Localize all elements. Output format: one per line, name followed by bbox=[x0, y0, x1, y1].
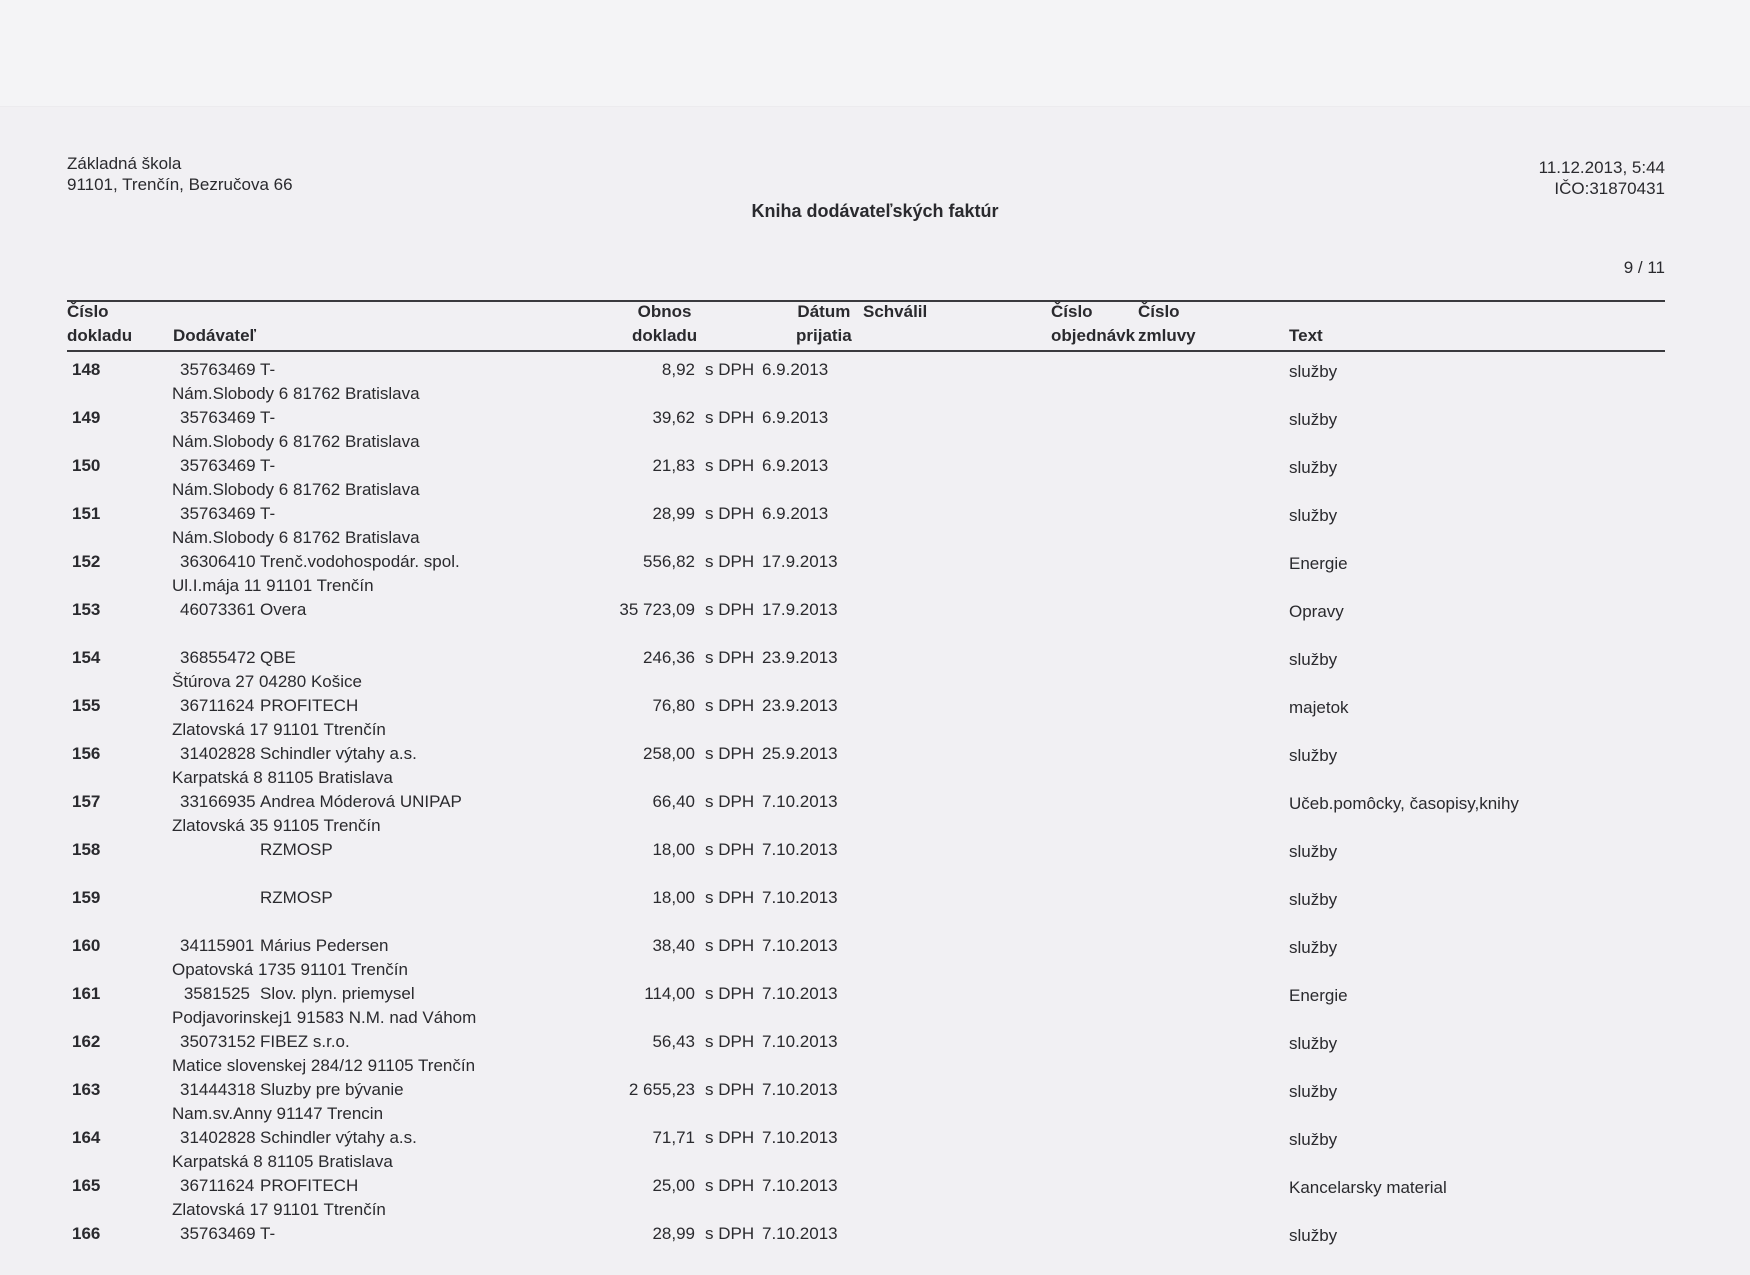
supplier-ico: 35763469 bbox=[180, 360, 256, 379]
invoice-amount: 56,43 bbox=[652, 1032, 695, 1051]
invoice-amount: 246,36 bbox=[643, 648, 695, 667]
table-row bbox=[0, 504, 1750, 552]
document-title: Kniha dodávateľských faktúr bbox=[751, 201, 999, 221]
supplier-ico: 36711624 bbox=[180, 696, 255, 715]
invoice-text: služby bbox=[1289, 890, 1338, 909]
invoice-amount: 18,00 bbox=[652, 888, 695, 907]
invoice-amount: 25,00 bbox=[652, 1176, 695, 1195]
invoice-text: majetok bbox=[1289, 698, 1349, 717]
print-datetime: 11.12.2013, 5:44 bbox=[1538, 158, 1665, 177]
received-date: 7.10.2013 bbox=[762, 792, 838, 811]
row-number: 161 bbox=[72, 984, 101, 1003]
table-row bbox=[0, 744, 1750, 792]
row-number: 162 bbox=[72, 1032, 101, 1051]
invoice-text: služby bbox=[1289, 746, 1338, 765]
invoice-amount: 28,99 bbox=[652, 1224, 695, 1243]
invoice-text: služby bbox=[1289, 1082, 1338, 1101]
invoice-text: služby bbox=[1289, 650, 1338, 669]
row-number: 155 bbox=[72, 696, 101, 715]
table-row bbox=[0, 1176, 1750, 1224]
supplier-address: Matice slovenskej 284/12 91105 Trenčín bbox=[172, 1056, 476, 1075]
row-number: 152 bbox=[72, 552, 101, 571]
organization-address: 91101, Trenčín, Bezručova 66 bbox=[67, 175, 293, 194]
supplier-name: QBE bbox=[260, 648, 296, 667]
vat-flag: s DPH bbox=[705, 552, 755, 571]
received-date: 6.9.2013 bbox=[762, 408, 829, 427]
invoice-amount: 71,71 bbox=[652, 1128, 695, 1147]
vat-flag: s DPH bbox=[705, 360, 755, 379]
supplier-name: Márius Pedersen bbox=[260, 936, 389, 955]
supplier-ico: 33166935 bbox=[180, 792, 256, 811]
invoice-text: služby bbox=[1289, 506, 1338, 525]
supplier-ico: 36306410 bbox=[180, 552, 256, 571]
supplier-address: Karpatská 8 81105 Bratislava bbox=[172, 768, 393, 787]
row-number: 150 bbox=[72, 456, 101, 475]
supplier-address: Zlatovská 35 91105 Trenčín bbox=[172, 816, 381, 835]
supplier-name: T- bbox=[260, 504, 276, 523]
invoice-amount: 18,00 bbox=[652, 840, 695, 859]
vat-flag: s DPH bbox=[705, 456, 755, 475]
row-number: 159 bbox=[72, 888, 101, 907]
invoice-amount: 8,92 bbox=[661, 360, 695, 379]
table-row bbox=[0, 888, 1750, 936]
supplier-name: FIBEZ s.r.o. bbox=[260, 1032, 350, 1051]
invoice-amount: 556,82 bbox=[643, 552, 695, 571]
invoice-amount: 76,80 bbox=[652, 696, 695, 715]
supplier-name: Overa bbox=[260, 600, 307, 619]
row-number: 158 bbox=[72, 840, 101, 859]
supplier-ico: 31402828 bbox=[180, 744, 256, 763]
column-header-text: Text bbox=[1289, 326, 1323, 345]
invoice-text: služby bbox=[1289, 362, 1338, 381]
vat-flag: s DPH bbox=[705, 840, 755, 859]
organization-name: Základná škola bbox=[67, 154, 182, 173]
supplier-name: Trenč.vodohospodár. spol. bbox=[260, 552, 460, 571]
table-row bbox=[0, 840, 1750, 888]
table-row bbox=[0, 1128, 1750, 1176]
received-date: 23.9.2013 bbox=[762, 648, 838, 667]
vat-flag: s DPH bbox=[705, 936, 755, 955]
invoice-amount: 28,99 bbox=[652, 504, 695, 523]
table-row bbox=[0, 1032, 1750, 1080]
invoice-text: služby bbox=[1289, 1034, 1338, 1053]
invoice-text: služby bbox=[1289, 458, 1338, 477]
table-header-rule bbox=[67, 350, 1665, 352]
received-date: 23.9.2013 bbox=[762, 696, 838, 715]
invoice-amount: 66,40 bbox=[652, 792, 695, 811]
table-row bbox=[0, 984, 1750, 1032]
vat-flag: s DPH bbox=[705, 408, 755, 427]
received-date: 25.9.2013 bbox=[762, 744, 838, 763]
supplier-name: PROFITECH bbox=[260, 1176, 359, 1195]
vat-flag: s DPH bbox=[705, 600, 755, 619]
vat-flag: s DPH bbox=[705, 504, 755, 523]
received-date: 7.10.2013 bbox=[762, 936, 838, 955]
supplier-name: RZMOSP bbox=[260, 840, 333, 859]
invoice-amount: 2 655,23 bbox=[628, 1080, 695, 1099]
supplier-address: Zlatovská 17 91101 Ttrenčín bbox=[172, 1200, 386, 1219]
column-header-cislo-zmluvy: Číslo zmluvy bbox=[1138, 302, 1196, 345]
supplier-address: Podjavorinskej1 91583 N.M. nad Váhom bbox=[172, 1008, 477, 1027]
supplier-address: Karpatská 8 81105 Bratislava bbox=[172, 1152, 393, 1171]
received-date: 7.10.2013 bbox=[762, 1224, 838, 1243]
supplier-name: T- bbox=[260, 1224, 276, 1243]
vat-flag: s DPH bbox=[705, 744, 755, 763]
received-date: 17.9.2013 bbox=[762, 600, 838, 619]
supplier-address: Nám.Slobody 6 81762 Bratislava bbox=[172, 528, 420, 547]
organization-header bbox=[67, 153, 293, 195]
vat-flag: s DPH bbox=[705, 648, 755, 667]
supplier-name: Slov. plyn. priemysel bbox=[260, 984, 415, 1003]
vat-flag: s DPH bbox=[705, 1128, 755, 1147]
invoice-text: Opravy bbox=[1289, 602, 1344, 621]
invoice-amount: 35 723,09 bbox=[619, 600, 695, 619]
row-number: 156 bbox=[72, 744, 101, 763]
vat-flag: s DPH bbox=[705, 984, 755, 1003]
supplier-ico: 35763469 bbox=[180, 504, 256, 523]
column-header-dodavatel: Dodávateľ bbox=[173, 326, 257, 345]
received-date: 7.10.2013 bbox=[762, 1080, 838, 1099]
invoice-amount: 38,40 bbox=[652, 936, 695, 955]
received-date: 7.10.2013 bbox=[762, 984, 838, 1003]
supplier-name: Andrea Móderová UNIPAP bbox=[260, 792, 462, 811]
vat-flag: s DPH bbox=[705, 696, 755, 715]
page-number: 9 / 11 bbox=[1623, 258, 1665, 277]
supplier-name: T- bbox=[260, 456, 276, 475]
table-row bbox=[0, 456, 1750, 504]
invoice-text: Učeb.pomôcky, časopisy,knihy bbox=[1289, 794, 1519, 813]
print-info bbox=[1539, 157, 1665, 199]
supplier-name: T- bbox=[260, 360, 276, 379]
row-number: 154 bbox=[72, 648, 101, 667]
supplier-name: Schindler výtahy a.s. bbox=[260, 1128, 417, 1147]
received-date: 7.10.2013 bbox=[762, 840, 838, 859]
received-date: 7.10.2013 bbox=[762, 1128, 838, 1147]
table-row bbox=[0, 696, 1750, 744]
supplier-name: Schindler výtahy a.s. bbox=[260, 744, 417, 763]
organization-ico: IČO:31870431 bbox=[1554, 179, 1665, 198]
vat-flag: s DPH bbox=[705, 1080, 755, 1099]
table-row bbox=[0, 792, 1750, 840]
table-row bbox=[0, 552, 1750, 600]
column-header-cislo-objednavk: Číslo objednávk bbox=[1051, 302, 1136, 345]
table-row bbox=[0, 936, 1750, 984]
row-number: 157 bbox=[72, 792, 101, 811]
column-header-schvalil: Schválil bbox=[863, 302, 928, 321]
supplier-address: Nám.Slobody 6 81762 Bratislava bbox=[172, 480, 420, 499]
received-date: 6.9.2013 bbox=[762, 456, 829, 475]
received-date: 7.10.2013 bbox=[762, 1032, 838, 1051]
invoice-text: Energie bbox=[1289, 554, 1348, 573]
column-header-obnos-dokladu: Obnos dokladu bbox=[632, 302, 698, 345]
received-date: 7.10.2013 bbox=[762, 1176, 838, 1195]
column-header-datum-prijatia: Dátum prijatia bbox=[796, 302, 852, 345]
row-number: 148 bbox=[72, 360, 101, 379]
row-number: 160 bbox=[72, 936, 101, 955]
vat-flag: s DPH bbox=[705, 1176, 755, 1195]
invoice-amount: 114,00 bbox=[644, 984, 695, 1003]
supplier-address: Opatovská 1735 91101 Trenčín bbox=[172, 960, 408, 979]
column-header-cislo-dokladu: Číslo dokladu bbox=[67, 302, 133, 345]
invoice-amount: 21,83 bbox=[652, 456, 695, 475]
supplier-ico: 46073361 bbox=[180, 600, 256, 619]
supplier-name: Sluzby pre bývanie bbox=[260, 1080, 404, 1099]
row-number: 149 bbox=[72, 408, 101, 427]
supplier-name: T- bbox=[260, 408, 276, 427]
row-number: 164 bbox=[72, 1128, 101, 1147]
vat-flag: s DPH bbox=[705, 1224, 755, 1243]
table-row bbox=[0, 600, 1750, 648]
invoice-text: služby bbox=[1289, 842, 1338, 861]
invoice-text: služby bbox=[1289, 1226, 1338, 1245]
table-row bbox=[0, 1080, 1750, 1128]
supplier-ico: 35763469 bbox=[180, 456, 256, 475]
supplier-address: Ul.I.mája 11 91101 Trenčín bbox=[172, 576, 374, 595]
invoice-text: Energie bbox=[1289, 986, 1348, 1005]
row-number: 163 bbox=[72, 1080, 101, 1099]
row-number: 166 bbox=[72, 1224, 101, 1243]
invoice-amount: 39,62 bbox=[652, 408, 695, 427]
supplier-address: Nam.sv.Anny 91147 Trencin bbox=[172, 1104, 384, 1123]
supplier-ico: 35763469 bbox=[180, 1224, 256, 1243]
received-date: 17.9.2013 bbox=[762, 552, 838, 571]
supplier-ico: 3581525 bbox=[183, 984, 250, 1003]
invoice-amount: 258,00 bbox=[643, 744, 695, 763]
invoice-text: služby bbox=[1289, 938, 1338, 957]
received-date: 7.10.2013 bbox=[762, 888, 838, 907]
vat-flag: s DPH bbox=[705, 1032, 755, 1051]
supplier-ico: 36855472 bbox=[180, 648, 256, 667]
received-date: 6.9.2013 bbox=[762, 360, 829, 379]
supplier-address: Nám.Slobody 6 81762 Bratislava bbox=[172, 432, 420, 451]
supplier-ico: 34115901 bbox=[180, 936, 255, 955]
supplier-ico: 31444318 bbox=[180, 1080, 256, 1099]
supplier-name: RZMOSP bbox=[260, 888, 333, 907]
received-date: 6.9.2013 bbox=[762, 504, 829, 523]
invoice-text: Kancelarsky material bbox=[1289, 1178, 1447, 1197]
vat-flag: s DPH bbox=[705, 792, 755, 811]
invoice-text: služby bbox=[1289, 410, 1338, 429]
supplier-ico: 36711624 bbox=[180, 1176, 255, 1195]
supplier-address: Štúrova 27 04280 Košice bbox=[172, 672, 362, 691]
row-number: 165 bbox=[72, 1176, 101, 1195]
supplier-name: PROFITECH bbox=[260, 696, 359, 715]
table-row bbox=[0, 360, 1750, 408]
vat-flag: s DPH bbox=[705, 888, 755, 907]
table-row bbox=[0, 408, 1750, 456]
row-number: 153 bbox=[72, 600, 101, 619]
supplier-ico: 35763469 bbox=[180, 408, 256, 427]
supplier-address: Nám.Slobody 6 81762 Bratislava bbox=[172, 384, 420, 403]
supplier-ico: 35073152 bbox=[180, 1032, 256, 1051]
supplier-address: Zlatovská 17 91101 Ttrenčín bbox=[172, 720, 386, 739]
supplier-ico: 31402828 bbox=[180, 1128, 256, 1147]
table-row bbox=[0, 1224, 1750, 1272]
invoice-text: služby bbox=[1289, 1130, 1338, 1149]
row-number: 151 bbox=[72, 504, 101, 523]
table-row bbox=[0, 648, 1750, 696]
